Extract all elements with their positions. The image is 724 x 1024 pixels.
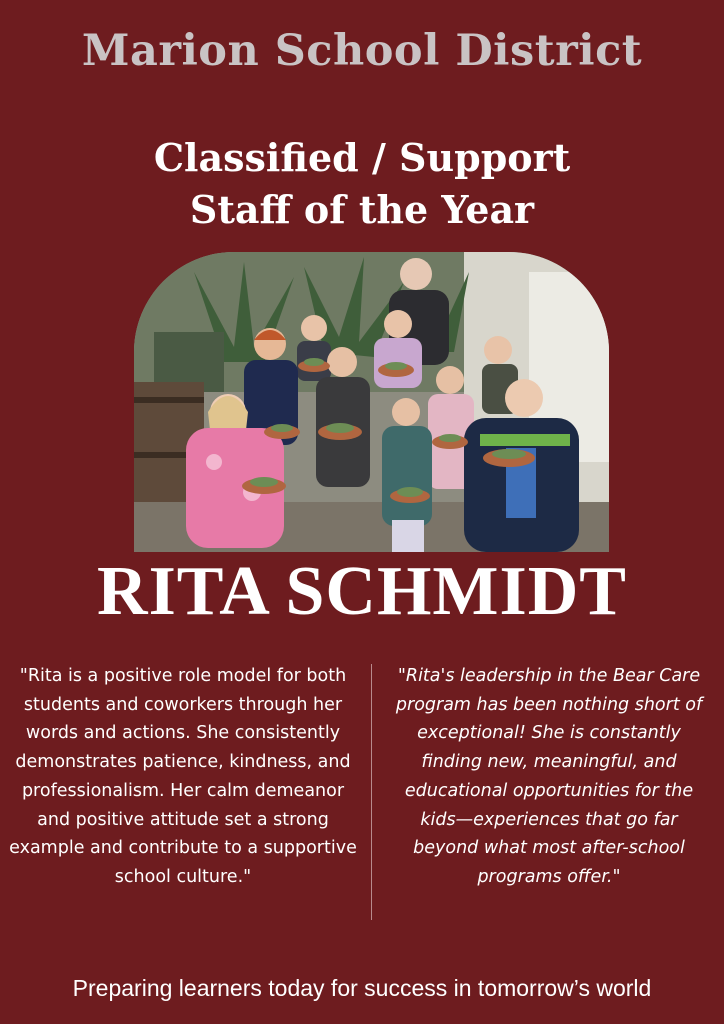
footer-tagline: Preparing learners today for success in tomorrow’s world (72, 975, 652, 1001)
award-title (0, 132, 724, 236)
district-title: Marion School District (81, 26, 643, 76)
quote-right: "Rita's leadership in the Bear Care program has been nothing short of exceptional! She is constantly finding new, meaningful, and educational opportunities for the kids—experiences that go far beyond what most after-school programs offer." (395, 666, 703, 887)
quote-left: "Rita is a positive role model for both students and coworkers through her words and actions. She consistently demonstrates patience, kindness, and professionalism. Her calm demeanor and positive attitude set a strong example and contribute to a supportive school culture." (9, 666, 357, 887)
honoree-name: RITA SCHMIDT (97, 553, 627, 630)
group-photo (134, 252, 609, 552)
award-title-line-2: Staff of the Year (189, 187, 535, 232)
group-photo-illustration (134, 252, 609, 552)
quote-divider (371, 664, 372, 920)
award-title-line-1: Classified / Support (153, 135, 571, 180)
